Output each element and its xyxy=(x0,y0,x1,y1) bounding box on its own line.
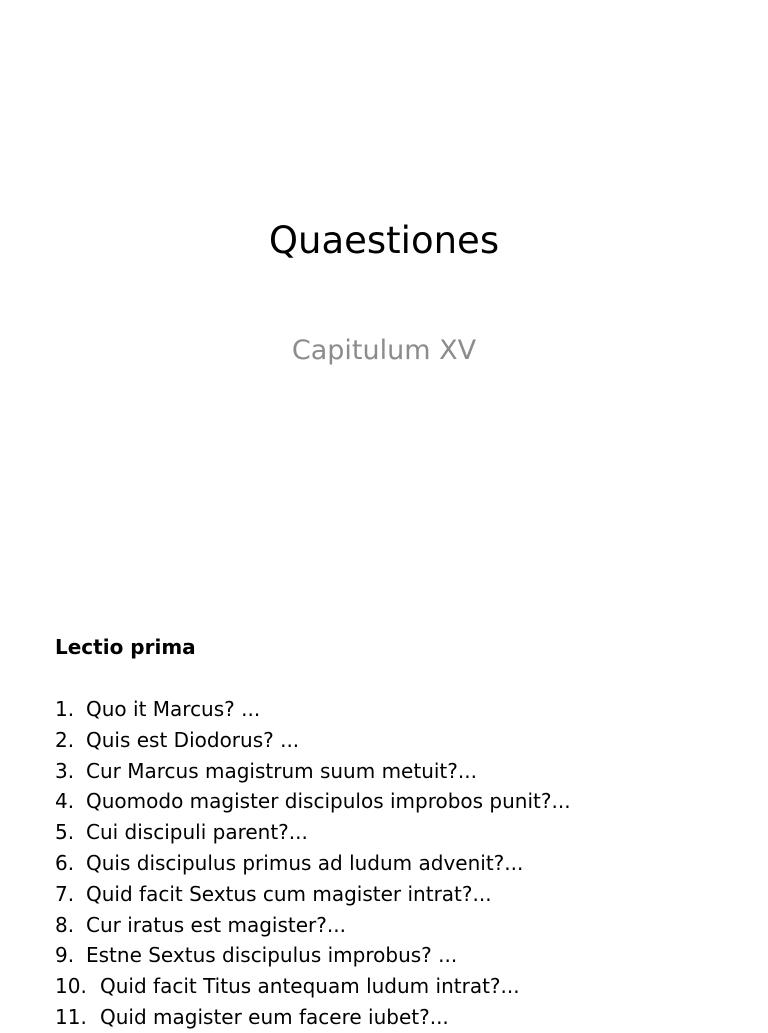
question-number: 1. xyxy=(55,697,75,721)
list-item xyxy=(55,971,571,1002)
question-text: Quid magister eum facere iubet?... xyxy=(100,1004,449,1029)
page-subtitle: Capitulum XV xyxy=(291,335,477,366)
question-number: 5. xyxy=(55,820,75,845)
question-text: Quis discipulus primus ad ludum advenit?... xyxy=(86,850,524,875)
question-text: Cur Marcus magistrum suum metuit?... xyxy=(86,758,477,783)
question-text: Quo it Marcus? ... xyxy=(86,697,261,721)
question-text: Quid facit Sextus cum magister intrat?... xyxy=(86,881,492,906)
question-text: Quis est Diodorus? ... xyxy=(86,727,300,752)
list-item xyxy=(55,725,571,756)
page-title: Quaestiones xyxy=(268,219,500,262)
question-number: 10. xyxy=(55,974,87,999)
list-item xyxy=(55,756,571,787)
question-text: Cui discipuli parent?... xyxy=(86,820,308,845)
question-number: 4. xyxy=(55,789,75,814)
question-number: 11. xyxy=(55,1004,87,1029)
list-item xyxy=(55,786,571,817)
list-item xyxy=(55,879,571,910)
question-number: 3. xyxy=(55,758,75,783)
question-text: Quomodo magister discipulos improbos punit?... xyxy=(86,789,571,814)
question-text: Cur iratus est magister?... xyxy=(86,912,346,937)
list-item xyxy=(55,848,571,879)
question-number: 7. xyxy=(55,881,75,906)
question-number: 9. xyxy=(55,943,75,968)
question-number: 8. xyxy=(55,912,75,937)
question-number: 6. xyxy=(55,850,75,875)
section-heading: Lectio prima xyxy=(55,635,196,659)
content-slide xyxy=(0,620,768,1029)
question-number: 2. xyxy=(55,727,75,752)
list-item xyxy=(55,910,571,941)
question-text: Quid facit Titus antequam ludum intrat?... xyxy=(100,974,520,999)
list-item xyxy=(55,694,571,725)
question-list xyxy=(55,694,571,1033)
list-item xyxy=(55,1002,571,1033)
list-item xyxy=(55,940,571,971)
list-item xyxy=(55,817,571,848)
question-text: Estne Sextus discipulus improbus? ... xyxy=(86,943,458,968)
